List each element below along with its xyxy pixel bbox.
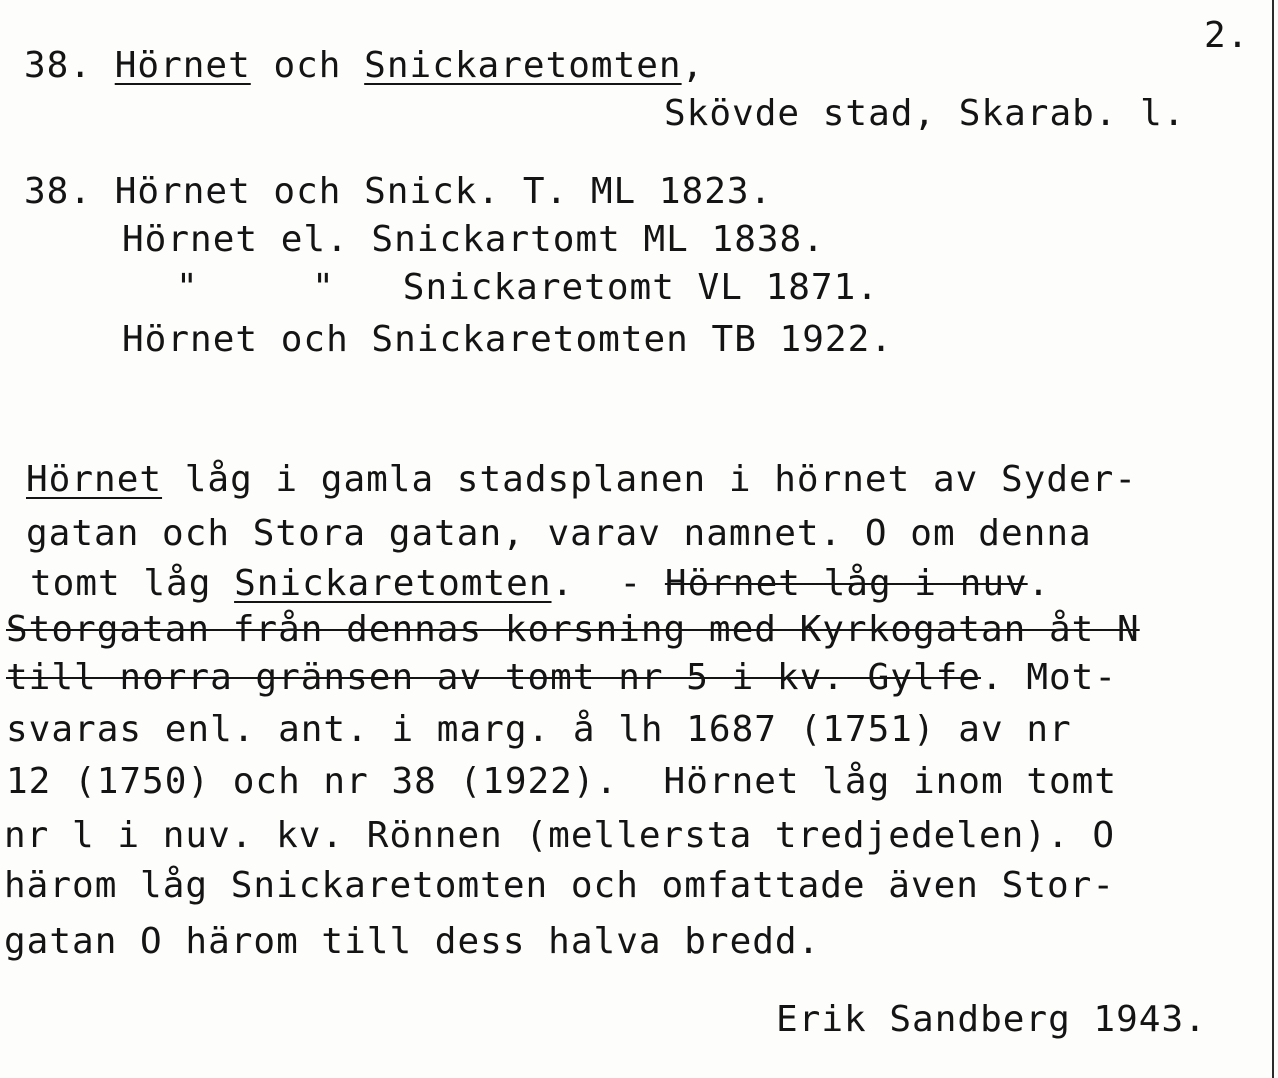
signature: Erik Sandberg 1943. [776, 999, 1207, 1040]
heading-name-snickaretomten: Snickaretomten [364, 45, 682, 86]
body-line-5-end: . Mot- [980, 657, 1118, 698]
body-line-3-end: . [1027, 563, 1051, 604]
body-line-3-mid: . - [551, 563, 665, 604]
form-line-3 [176, 266, 879, 310]
body-line-1-text: låg i gamla stadsplanen i hörnet av Syder- [162, 459, 1138, 500]
body-line-9: härom låg Snickaretomten och omfattade även Stor- [4, 865, 1116, 906]
form-line-3-text: Snickaretomt VL 1871. [402, 267, 879, 308]
heading-comma: , [681, 45, 705, 86]
body-line-7: 12 (1750) och nr 38 (1922). Hörnet låg inom tomt [6, 761, 1118, 802]
page-number: 2. [1204, 15, 1250, 56]
body-line-8: nr l i nuv. kv. Rönnen (mellersta tredjedelen). O [4, 815, 1116, 856]
body-underlined-snickaretomten: Snickaretomten [234, 563, 552, 604]
body-line-6: svaras enl. ant. i marg. å lh 1687 (1751) av nr [6, 709, 1072, 750]
ditto-mark-2: " [312, 267, 335, 308]
ditto-mark-1: " [176, 267, 199, 308]
body-line-1 [26, 458, 1137, 502]
body-line-2: gatan och Stora gatan, varav namnet. O om denna [26, 513, 1092, 554]
struck-text-2: Storgatan från dennas korsning med Kyrkogatan åt N [6, 609, 1140, 650]
body-line-5 [6, 656, 1117, 700]
struck-text-3: till norra gränsen av tomt nr 5 i kv. Gylfe [6, 657, 981, 698]
body-line-10: gatan O härom till dess halva bredd. [4, 921, 821, 962]
entry-number: 38. [24, 45, 93, 86]
entry-heading [24, 44, 704, 88]
heading-conjunction: och [273, 45, 342, 86]
struck-text-1: Hörnet låg i nuv [664, 563, 1028, 604]
body-line-3-start: tomt låg [30, 563, 235, 604]
body-line-3 [30, 562, 1050, 606]
body-line-4 [6, 608, 1140, 652]
card-right-edge [1272, 0, 1274, 1078]
heading-name-hornet: Hörnet [114, 45, 251, 86]
form-line-4: Hörnet och Snickaretomten TB 1922. [122, 319, 893, 360]
heading-location: Skövde stad, Skarab. l. [664, 93, 1186, 134]
form-line-2: Hörnet el. Snickartomt ML 1838. [122, 219, 825, 260]
body-underlined-hornet: Hörnet [26, 459, 163, 500]
form-line-1: 38. Hörnet och Snick. T. ML 1823. [24, 171, 773, 212]
